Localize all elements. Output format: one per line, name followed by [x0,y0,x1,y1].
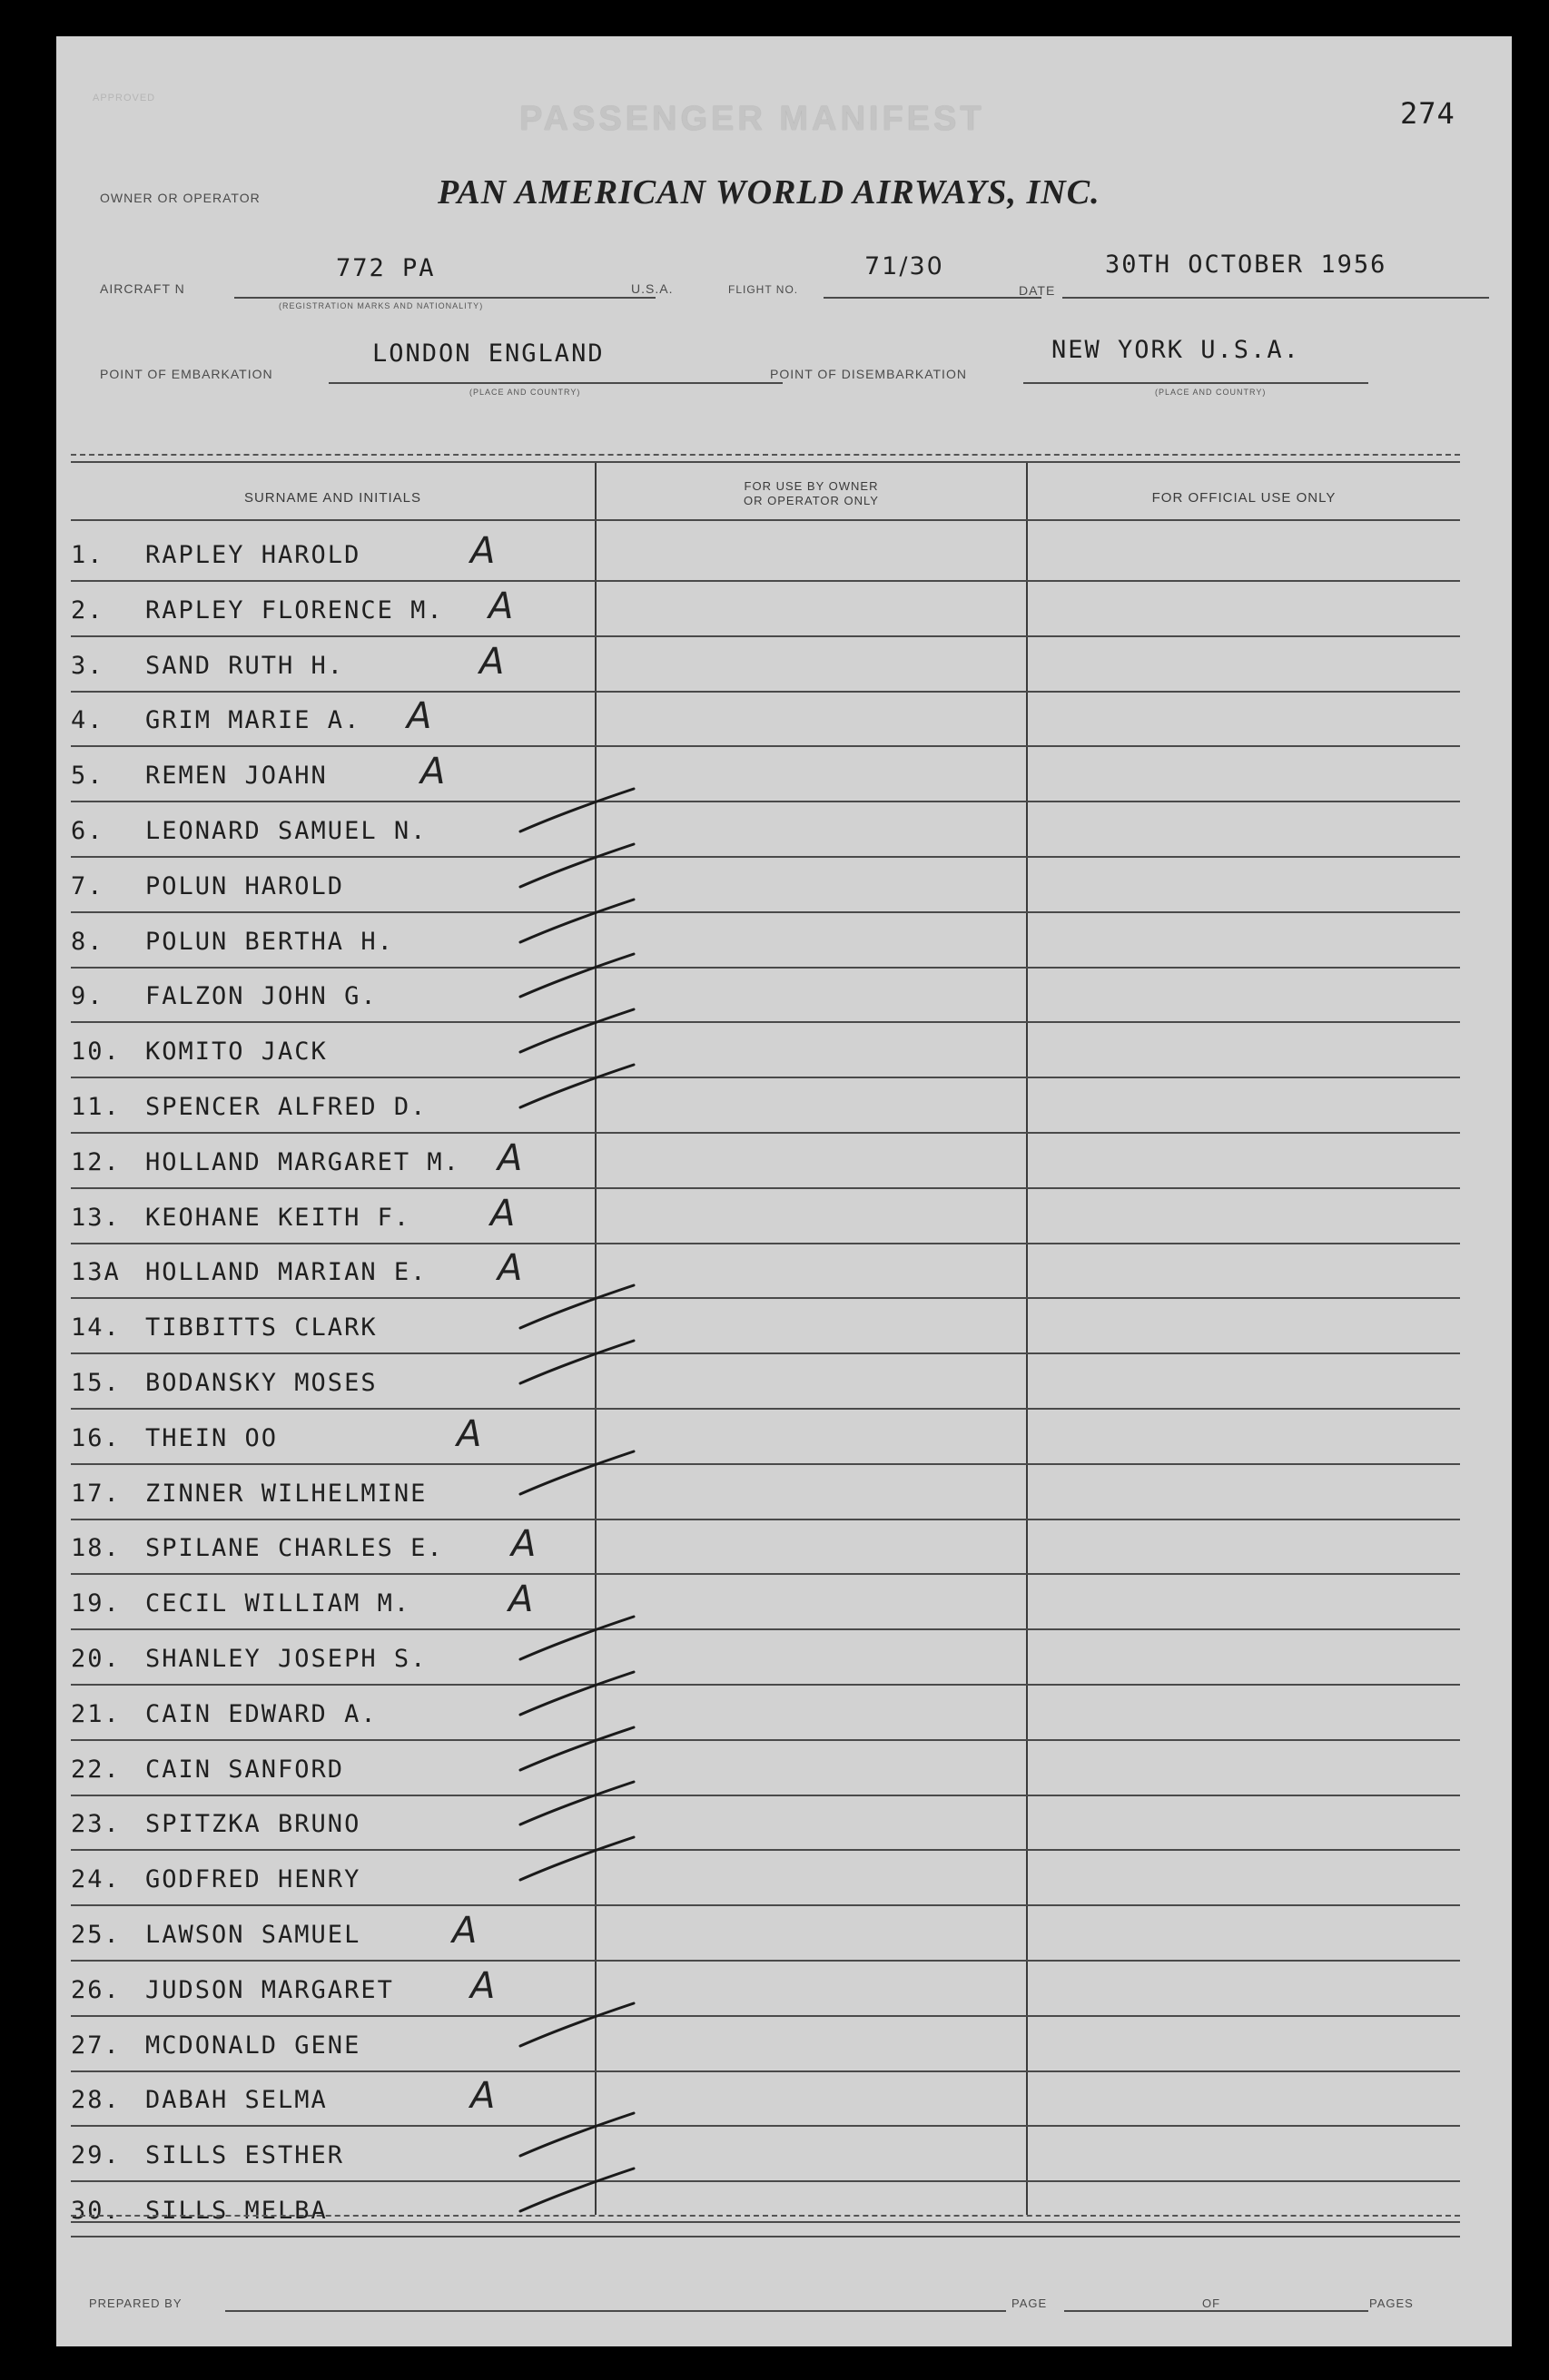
airline-name: PAN AMERICAN WORLD AIRWAYS, INC. [438,173,1100,211]
passenger-name: SPENCER ALFRED D. [145,1093,428,1121]
table-row [71,1851,1460,1906]
passenger-name: HOLLAND MARGARET M. [145,1147,460,1176]
table-row [71,637,1460,693]
passenger-number: 11. [71,1093,121,1121]
handwritten-check-stroke [511,840,656,894]
passenger-number: 25. [71,1921,121,1949]
approved-stamp: APPROVED [93,93,156,103]
passenger-name: KOMITO JACK [145,1038,328,1067]
table-row [71,1630,1460,1686]
handwritten-check-stroke [511,1612,656,1667]
prepared-by-label: PREPARED BY [89,2296,183,2310]
table-row [71,1023,1460,1078]
embarkation-sub: (PLACE AND COUNTRY) [469,388,581,397]
table-row [71,1410,1460,1465]
passenger-name: RAPLEY HAROLD [145,541,361,569]
passenger-name: THEIN OO [145,1423,279,1452]
passenger-number: 17. [71,1479,121,1508]
passenger-name: ZINNER WILHELMINE [145,1479,428,1508]
passenger-name: LEONARD SAMUEL N. [145,817,428,845]
passenger-name: JUDSON MARGARET [145,1975,394,2004]
table-row [71,526,1460,582]
passenger-number: 14. [71,1313,121,1342]
passenger-number: 9. [71,982,104,1011]
table-row [71,2127,1460,2182]
form-title: PASSENGER MANIFEST [519,100,985,138]
passenger-name: HOLLAND MARIAN E. [145,1258,428,1287]
passenger-name: KEOHANE KEITH F. [145,1203,411,1232]
column-owner-use-2: OR OPERATOR ONLY [744,494,879,507]
table-row [71,2017,1460,2072]
passenger-number: 28. [71,2086,121,2115]
embarkation-value: LONDON ENGLAND [372,339,605,368]
column-owner-use-1: FOR USE BY OWNER [744,479,879,493]
handwritten-check-stroke [511,1060,656,1115]
passenger-name: SPILANE CHARLES E. [145,1534,444,1563]
column-official: FOR OFFICIAL USE ONLY [1151,490,1337,506]
passenger-number: 26. [71,1975,121,2004]
table-row [71,1244,1460,1299]
table-row [71,913,1460,969]
passenger-number: 24. [71,1865,121,1894]
passenger-number: 13A [71,1258,121,1287]
passenger-name: CAIN EDWARD A. [145,1699,378,1728]
flight-label: FLIGHT NO. [728,283,799,296]
handwritten-a-mark: A [470,530,496,572]
handwritten-a-mark: A [479,640,505,683]
handwritten-check-stroke [511,1667,656,1722]
table-row [71,1962,1460,2017]
table-row [71,2182,1460,2237]
passenger-number: 2. [71,595,104,625]
table-row [71,1741,1460,1796]
table-row [71,1906,1460,1962]
handwritten-check-stroke [511,1999,656,2053]
handwritten-a-mark: A [498,1247,523,1290]
handwritten-check-stroke [511,1723,656,1777]
handwritten-a-mark: A [470,1964,496,2007]
page-label: PAGE [1011,2296,1048,2310]
passenger-number: 22. [71,1755,121,1784]
handwritten-a-mark: A [452,1910,478,1952]
passenger-number: 21. [71,1699,121,1728]
table-row [71,1795,1460,1851]
page-number: 274 [1400,96,1455,131]
passenger-number: 10. [71,1038,121,1067]
passenger-number: 3. [71,651,104,680]
passenger-number: 20. [71,1645,121,1673]
passenger-name: SAND RUTH H. [145,651,345,680]
table-row [71,692,1460,747]
table-row [71,1519,1460,1575]
owner-label: OWNER OR OPERATOR [100,191,261,205]
handwritten-a-mark: A [488,585,514,627]
usa-label: U.S.A. [631,281,674,296]
table-row [71,1354,1460,1410]
table-row [71,858,1460,913]
of-label: OF [1202,2296,1221,2310]
table-row [71,1686,1460,1741]
handwritten-a-mark: A [420,751,446,793]
date-value: 30TH OCTOBER 1956 [1105,251,1387,279]
handwritten-check-stroke [511,1281,656,1335]
handwritten-check-stroke [511,1336,656,1391]
handwritten-check-stroke [511,2109,656,2163]
handwritten-a-mark: A [490,1192,516,1234]
handwritten-check-stroke [511,2164,656,2218]
passenger-name: MCDONALD GENE [145,2031,361,2060]
disembarkation-label: POINT OF DISEMBARKATION [770,367,967,381]
handwritten-check-stroke [511,895,656,949]
passenger-name: REMEN JOAHN [145,762,328,791]
table-row [71,1134,1460,1189]
table-row [71,802,1460,858]
table-row [71,968,1460,1023]
passenger-number: 29. [71,2141,121,2170]
handwritten-a-mark: A [407,695,432,738]
handwritten-a-mark: A [470,2075,496,2118]
passenger-name: SPITZKA BRUNO [145,1810,361,1839]
aircraft-label: AIRCRAFT N [100,281,185,296]
passenger-number: 18. [71,1534,121,1563]
handwritten-check-stroke [511,1447,656,1501]
handwritten-a-mark: A [498,1136,523,1179]
passenger-name: SILLS MELBA [145,2197,328,2225]
passenger-name: DABAH SELMA [145,2086,328,2115]
table-row [71,1299,1460,1354]
passenger-name: SILLS ESTHER [145,2141,345,2170]
passenger-name: POLUN HAROLD [145,871,345,900]
passenger-name: GODFRED HENRY [145,1865,361,1894]
flight-value: 71/30 [864,252,944,280]
passenger-number: 8. [71,927,104,956]
table-row [71,1078,1460,1134]
table-row [71,2071,1460,2127]
passenger-name: GRIM MARIE A. [145,706,361,735]
passenger-name: CECIL WILLIAM M. [145,1589,411,1618]
passenger-number: 1. [71,541,104,569]
passenger-name: BODANSKY MOSES [145,1369,378,1397]
passenger-number: 15. [71,1369,121,1397]
handwritten-a-mark: A [457,1412,482,1455]
aircraft-sub: (REGISTRATION MARKS AND NATIONALITY) [279,301,484,310]
column-surname: SURNAME AND INITIALS [243,490,422,506]
passenger-number: 12. [71,1147,121,1176]
passenger-name: POLUN BERTHA H. [145,927,394,956]
handwritten-a-mark: A [508,1578,534,1621]
handwritten-check-stroke [511,1777,656,1832]
passenger-name: RAPLEY FLORENCE M. [145,595,444,625]
table-row [71,1465,1460,1520]
passenger-name: TIBBITTS CLARK [145,1313,378,1342]
handwritten-check-stroke [511,949,656,1004]
handwritten-check-stroke [511,784,656,839]
table-row [71,1189,1460,1244]
handwritten-check-stroke [511,1005,656,1059]
table-row [71,582,1460,637]
passenger-name: LAWSON SAMUEL [145,1921,361,1949]
manifest-sheet [56,36,1512,2346]
handwritten-check-stroke [511,1833,656,1887]
passenger-number: 6. [71,817,104,845]
passenger-number: 16. [71,1423,121,1452]
passenger-number: 30. [71,2197,121,2225]
embarkation-label: POINT OF EMBARKATION [100,367,273,381]
aircraft-value: 772 PA [336,254,436,282]
passenger-number: 19. [71,1589,121,1618]
passenger-number: 27. [71,2031,121,2060]
disembarkation-value: NEW YORK U.S.A. [1051,336,1300,364]
passenger-number: 7. [71,871,104,900]
passenger-number: 4. [71,706,104,735]
handwritten-a-mark: A [511,1523,537,1566]
passenger-number: 5. [71,762,104,791]
table-row [71,747,1460,802]
date-label: DATE [1019,283,1056,298]
passenger-name: FALZON JOHN G. [145,982,378,1011]
passenger-number: 13. [71,1203,121,1232]
disembarkation-sub: (PLACE AND COUNTRY) [1155,388,1267,397]
passenger-name: SHANLEY JOSEPH S. [145,1645,428,1673]
table-row [71,1575,1460,1630]
passenger-number: 23. [71,1810,121,1839]
pages-label: PAGES [1369,2296,1414,2310]
passenger-name: CAIN SANFORD [145,1755,345,1784]
